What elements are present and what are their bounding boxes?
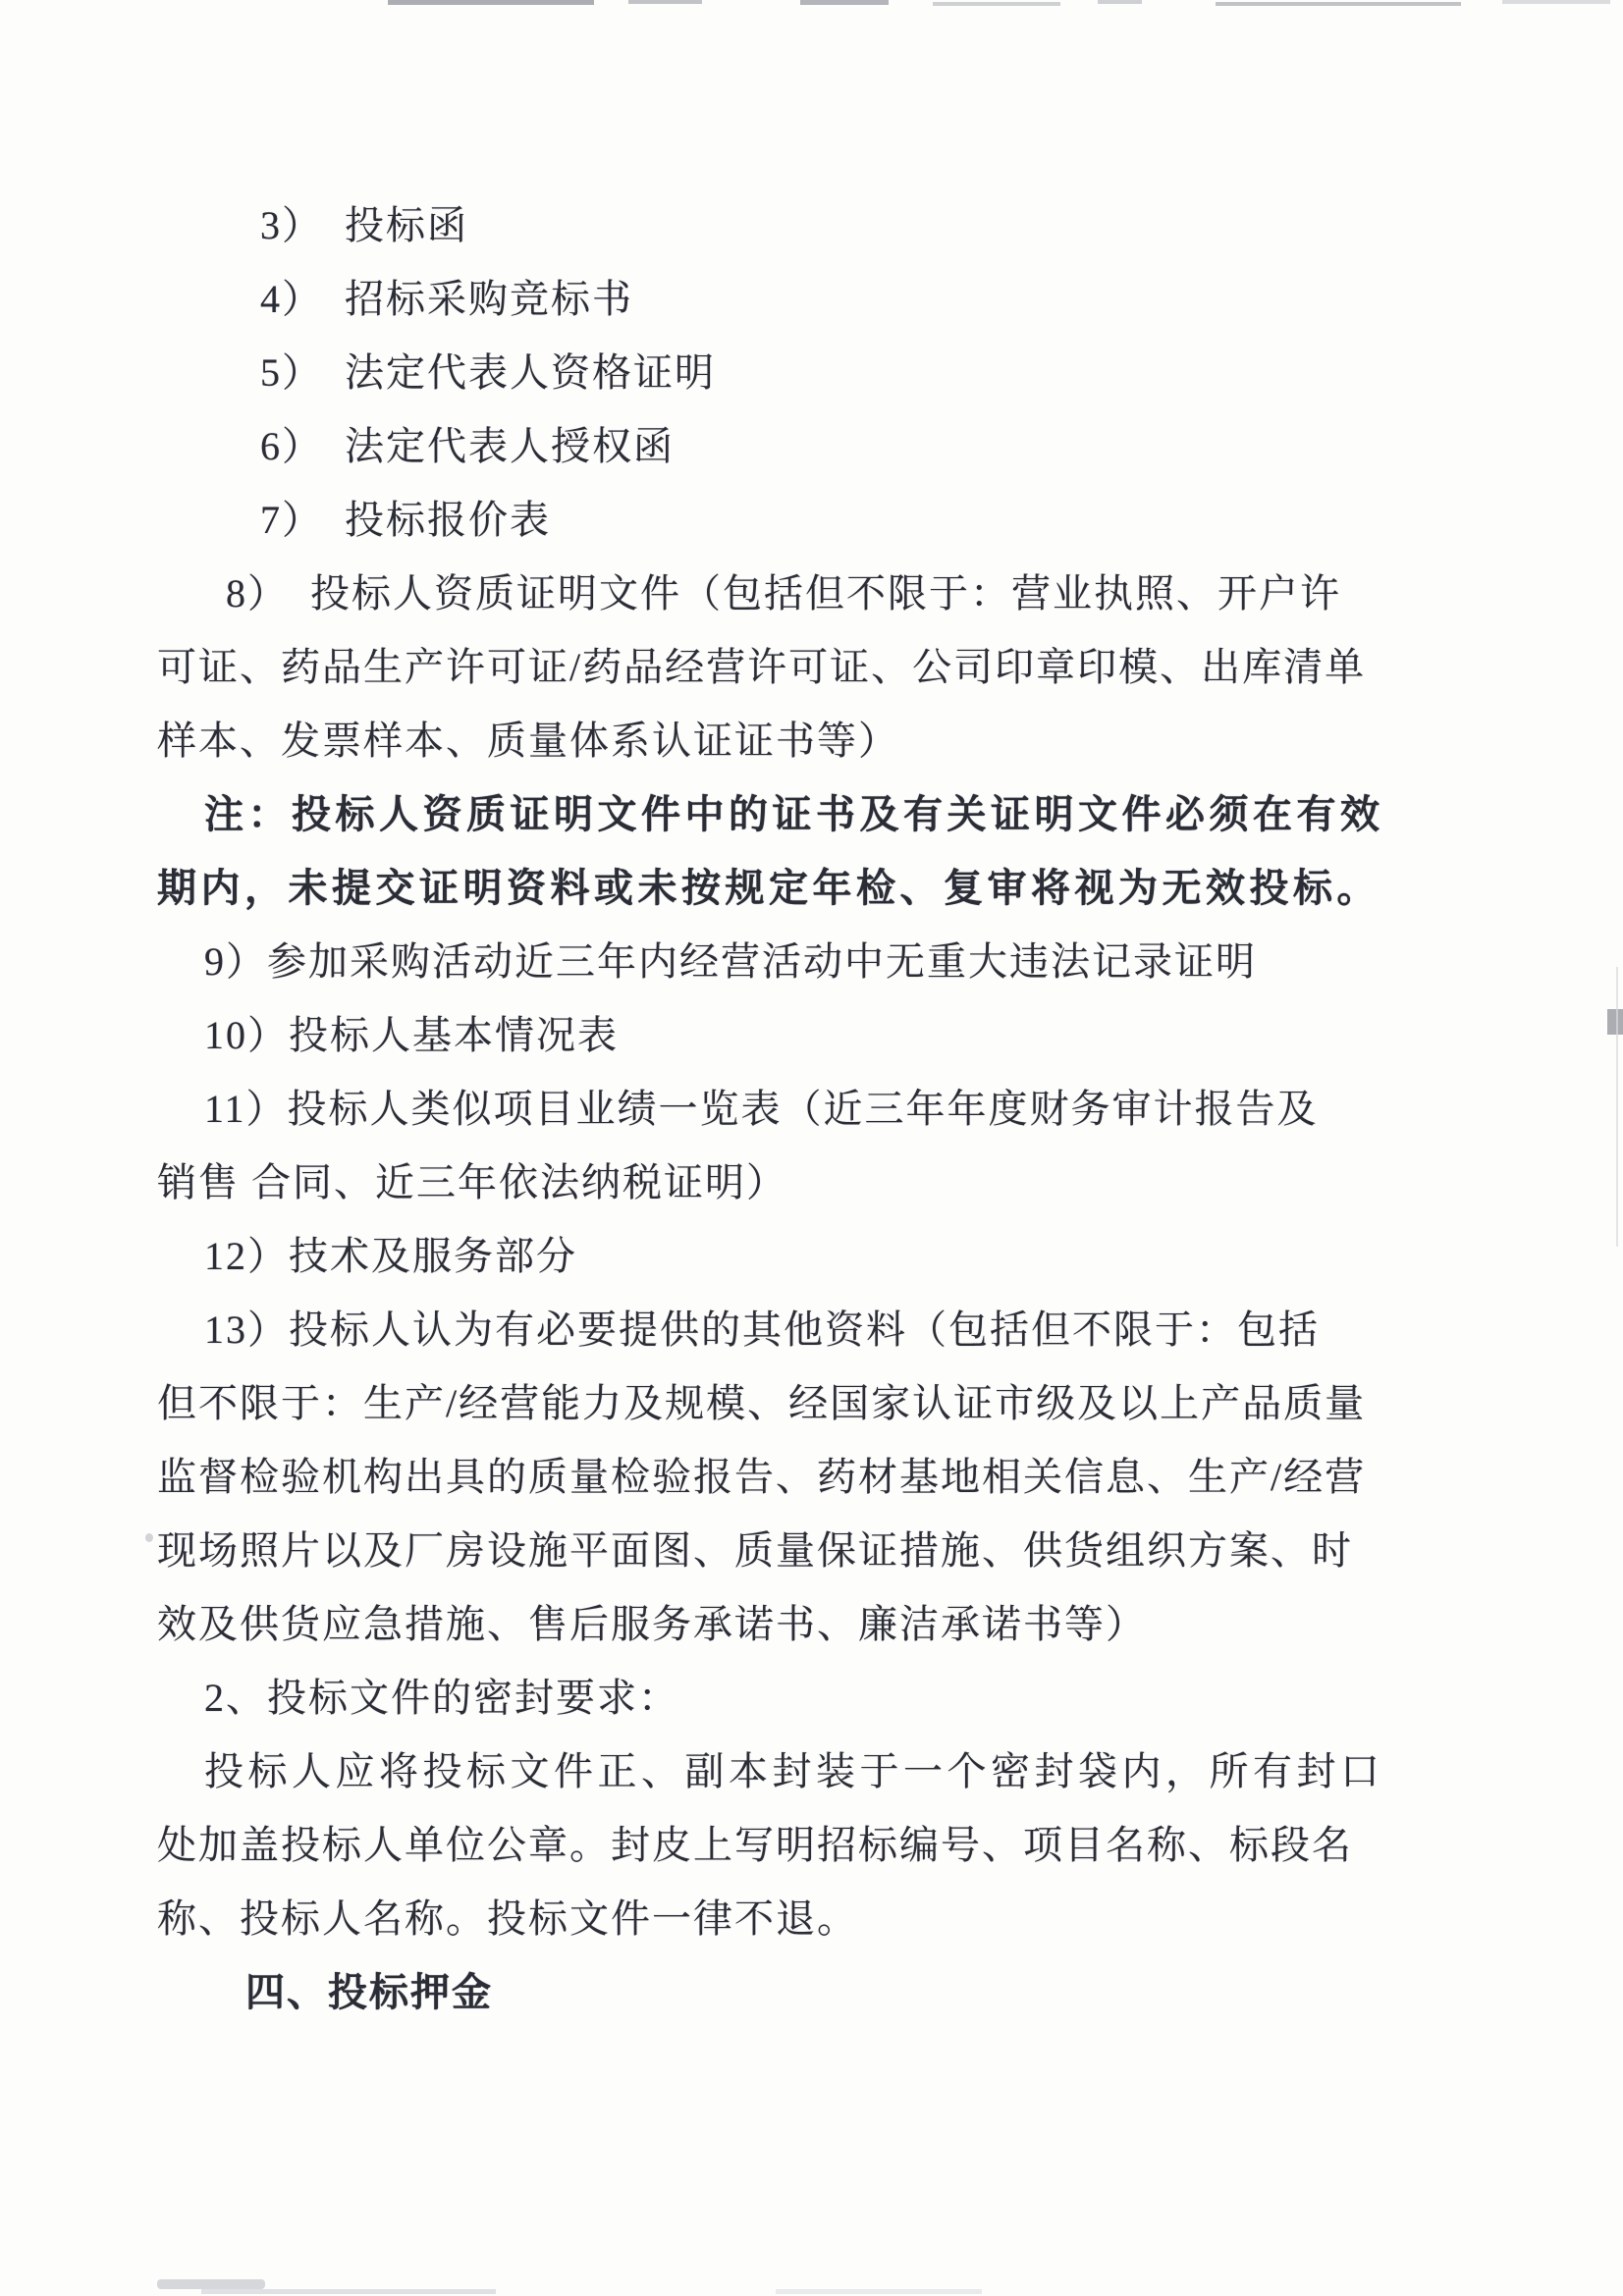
item-11-similar-projects-line-2: 销售 合同、近三年依法纳税证明）: [157, 1160, 787, 1204]
item-5-legal-rep-qualification: 5） 法定代表人资格证明: [260, 350, 716, 395]
item-8-qualification-docs-line-3: 样本、发票样本、质量体系认证证书等）: [157, 719, 899, 763]
item-11-similar-projects-line-1: 11）投标人类似项目业绩一览表（近三年年度财务审计报告及: [204, 1087, 1319, 1131]
item-4-bid-purchase-document: 4） 招标采购竞标书: [260, 277, 633, 321]
item-13-other-materials-line-5: 效及供货应急措施、售后服务承诺书、廉洁承诺书等）: [157, 1602, 1147, 1646]
item-8-qualification-docs-line-1: 8） 投标人资质证明文件（包括但不限于：营业执照、开户许: [226, 571, 1341, 615]
item-13-other-materials-line-3: 监督检验机构出具的质量检验报告、药材基地相关信息、生产/经营: [157, 1455, 1367, 1499]
item-9-no-violation-record: 9）参加采购活动近三年内经营活动中无重大违法记录证明: [204, 939, 1257, 984]
scan-smudge-top: [933, 2, 1060, 6]
item-3-bid-letter: 3） 投标函: [260, 203, 468, 247]
item-13-other-materials-line-4: 现场照片以及厂房设施平面图、质量保证措施、供货组织方案、时: [157, 1528, 1353, 1573]
item-10-bidder-basic-info: 10）投标人基本情况表: [204, 1013, 619, 1057]
sealing-paragraph-line-1: 投标人应将投标文件正、副本封装于一个密封袋内，所有封口: [204, 1749, 1384, 1793]
item-7-bid-price-table: 7） 投标报价表: [260, 498, 551, 542]
section-4-bid-deposit-heading: 四、投标押金: [245, 1970, 493, 2014]
scan-smudge-top: [800, 0, 889, 5]
scan-smudge-top: [388, 0, 594, 5]
scan-smudge-bottom: [157, 2279, 265, 2289]
item-12-technical-service: 12）技术及服务部分: [204, 1234, 577, 1278]
scan-smudge-bottom: [776, 2289, 982, 2294]
scan-smudge-bottom: [201, 2289, 496, 2294]
note-validity-line-1: 注：投标人资质证明文件中的证书及有关证明文件必须在有效: [204, 792, 1384, 836]
sealing-paragraph-line-2: 处加盖投标人单位公章。封皮上写明招标编号、项目名称、标段名: [157, 1823, 1353, 1867]
item-8-qualification-docs-line-2: 可证、药品生产许可证/药品经营许可证、公司印章印模、出库清单: [157, 645, 1367, 689]
item-13-other-materials-line-2: 但不限于：生产/经营能力及规模、经国家认证市级及以上产品质量: [157, 1381, 1367, 1425]
note-validity-line-2: 期内，未提交证明资料或未按规定年检、复审将视为无效投标。: [157, 866, 1380, 910]
section-2-sealing-requirements-heading: 2、投标文件的密封要求：: [204, 1676, 679, 1720]
item-13-other-materials-line-1: 13）投标人认为有必要提供的其他资料（包括但不限于：包括: [204, 1308, 1320, 1352]
scan-smudge-top: [1098, 0, 1142, 4]
scan-smudge-top: [628, 0, 702, 4]
scan-smudge-top: [1216, 2, 1461, 6]
item-6-legal-rep-authorization: 6） 法定代表人授权函: [260, 424, 675, 468]
sealing-paragraph-line-3: 称、投标人名称。投标文件一律不退。: [157, 1896, 858, 1941]
scan-smudge-top: [1502, 0, 1610, 4]
document-body: [0, 188, 1623, 2029]
